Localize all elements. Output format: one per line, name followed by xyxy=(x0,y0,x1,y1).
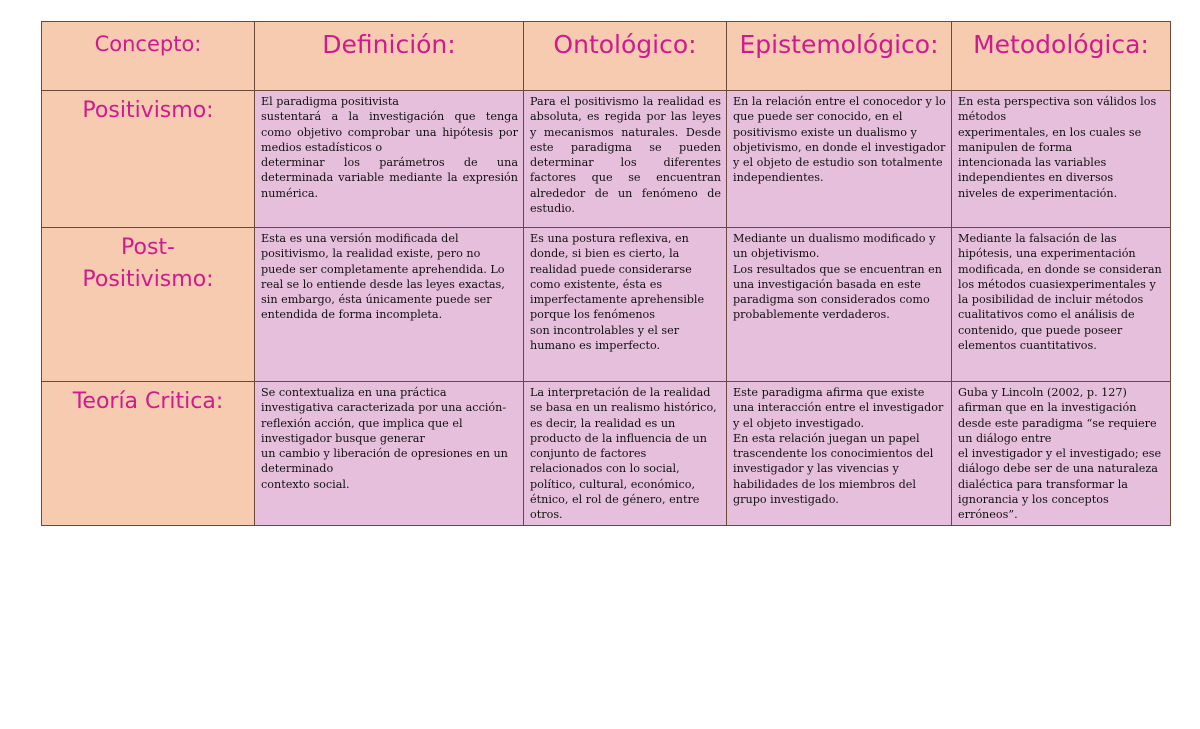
table-row-post-positivismo xyxy=(42,228,1171,382)
header-ontologico xyxy=(524,22,727,91)
cell-ontologico xyxy=(524,91,727,228)
cell-text: Mediante la falsación de las hipótesis, una experimentación modificada, en donde se consideran los métodos cuasiexperimentales y la posibilidad de incluir métodos cualitativos como el análisis de contenido, que puede poseer elementos cuantitativos. xyxy=(958,232,1162,353)
cell-metodologica xyxy=(952,382,1171,526)
header-label: Ontológico: xyxy=(553,30,697,59)
paradigms-table xyxy=(41,21,1171,526)
cell-text: Guba y Lincoln (2002, p. 127) afirman que en la investigación desde este paradigma “se requiere un diálogo entre el investigador y el investigado; ese diálogo debe ser de una naturaleza dialéctica para transformar la ignorancia y los conceptos erróneos”. xyxy=(958,386,1162,522)
row-label-positivismo xyxy=(42,91,255,228)
cell-definicion xyxy=(255,228,524,382)
cell-definicion xyxy=(255,91,524,228)
cell-text: Para el positivismo la realidad es absoluta, es regida por las leyes y mecanismos naturales. Desde este paradigma se pueden determinar los diferentes factores que se encuentran alrededor de un fenómeno de estudio. xyxy=(530,95,721,216)
cell-text: En esta perspectiva son válidos los métodos experimentales, en los cuales se manipulen de forma intencionada las variables independientes en diversos niveles de experimentación. xyxy=(958,95,1157,200)
row-label-text: Post- Positivismo: xyxy=(82,235,214,292)
cell-ontologico xyxy=(524,382,727,526)
cell-text: Mediante un dualismo modificado y un objetivismo. Los resultados que se encuentran en una investigación basada en este paradigma son considerados como probablemente verdaderos. xyxy=(733,232,943,322)
table-row-teoria-critica xyxy=(42,382,1171,526)
cell-text: Este paradigma afirma que existe una interacción entre el investigador y el objeto investigado. En esta relación juegan un papel trascendente los conocimientos del investigador y las vivencias y habilidades de los miembros del grupo investigado. xyxy=(733,386,944,507)
cell-text: Se contextualiza en una práctica investigativa caracterizada por una acción-reflexión acción, que implica que el investigador busque generar un cambio y liberación de opresiones en un determinado contexto social. xyxy=(261,386,508,491)
cell-epistemologico xyxy=(727,228,952,382)
header-label: Concepto: xyxy=(94,32,202,56)
cell-epistemologico xyxy=(727,382,952,526)
cell-epistemologico xyxy=(727,91,952,228)
cell-text: Es una postura reflexiva, en donde, si bien es cierto, la realidad puede considerarse como existente, ésta es imperfectamente aprehensible porque los fenómenos son incontrolables y el ser humano es imperfecto. xyxy=(530,232,705,353)
header-epistemologico xyxy=(727,22,952,91)
cell-metodologica xyxy=(952,228,1171,382)
header-concepto xyxy=(42,22,255,91)
header-label: Epistemológico: xyxy=(739,30,939,59)
cell-text: La interpretación de la realidad se basa en un realismo histórico, es decir, la realidad es un producto de la influencia de un conjunto de factores relacionados con lo social, político, cultural, económico, étnico, el rol de género, entre otros. xyxy=(530,386,717,522)
header-metodologica xyxy=(952,22,1171,91)
cell-text: Esta es una versión modificada del positivismo, la realidad existe, pero no puede ser completamente aprehendida. Lo real se lo entiende desde las leyes exactas, sin embargo, ésta únicamente puede ser entendida de forma incompleta. xyxy=(261,232,505,322)
row-label-text: Teoría Critica: xyxy=(72,389,224,414)
cell-definicion xyxy=(255,382,524,526)
row-label-teoria-critica xyxy=(42,382,255,526)
header-label: Metodológica: xyxy=(973,30,1149,59)
header-definicion xyxy=(255,22,524,91)
row-label-text: Positivismo: xyxy=(82,98,214,123)
table-row-positivismo xyxy=(42,91,1171,228)
row-label-post-positivismo xyxy=(42,228,255,382)
cell-text: En la relación entre el conocedor y lo que puede ser conocido, en el positivismo existe un dualismo y objetivismo, en donde el investigador y el objeto de estudio son totalmente independientes. xyxy=(733,95,946,185)
cell-metodologica xyxy=(952,91,1171,228)
header-row xyxy=(42,22,1171,91)
header-label: Definición: xyxy=(322,30,456,59)
cell-ontologico xyxy=(524,228,727,382)
cell-text: El paradigma positivista sustentará a la investigación que tenga como objetivo comprobar una hipótesis por medios estadísticos o determinar los parámetros de una determinada variable mediante la expresión numérica. xyxy=(261,95,518,200)
